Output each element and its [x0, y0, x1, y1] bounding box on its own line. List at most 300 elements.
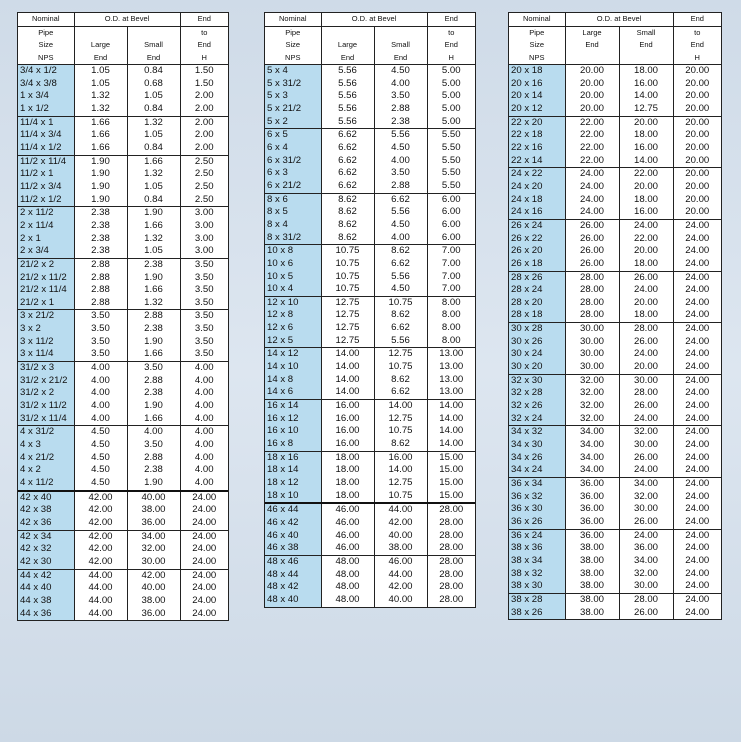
end-to-end-cell: 2.00 — [194, 102, 214, 114]
od-large-cell: 42.00 — [74, 491, 127, 505]
od-small-cell: 3.50 — [374, 167, 427, 180]
table-row — [18, 387, 228, 400]
header-nominal: Nominal — [509, 13, 565, 26]
end-to-end-cell: 20.00 — [685, 141, 710, 153]
od-large-cell: 4.50 — [74, 426, 127, 439]
od-small-cell: 2.88 — [127, 375, 180, 388]
od-large-cell: 1.66 — [74, 142, 127, 155]
od-large-cell: 10.75 — [321, 245, 374, 258]
od-small-cell: 34.00 — [619, 555, 673, 568]
header-size: Size — [509, 39, 565, 52]
end-to-end-cell: 15.00 — [439, 464, 464, 476]
end-to-end-cell: 20.00 — [685, 90, 710, 102]
table-row — [265, 425, 475, 438]
table-row — [18, 65, 228, 78]
end-to-end-cell: 3.50 — [194, 323, 214, 335]
table-row — [265, 232, 475, 245]
od-large-cell: 34.00 — [565, 464, 619, 477]
od-small-cell: 1.32 — [127, 297, 180, 310]
table-row — [509, 90, 721, 103]
od-small-cell: 14.00 — [374, 464, 427, 477]
od-small-cell: 32.00 — [619, 426, 673, 439]
nps-cell: 1 x 3/4 — [18, 90, 74, 103]
od-large-cell: 22.00 — [565, 142, 619, 155]
od-small-cell: 32.00 — [619, 491, 673, 504]
od-small-cell: 12.75 — [619, 103, 673, 116]
end-to-end-cell: 24.00 — [685, 412, 710, 424]
od-large-cell: 1.90 — [74, 168, 127, 181]
od-small-cell: 26.00 — [619, 516, 673, 529]
od-small-cell: 18.00 — [619, 65, 673, 78]
nps-cell: 24 x 22 — [509, 168, 565, 181]
od-small-cell: 14.00 — [619, 155, 673, 168]
end-to-end-cell: 6.00 — [441, 206, 461, 218]
nps-cell: 6 x 5 — [265, 129, 321, 142]
table-row — [18, 194, 228, 207]
end-to-end-cell: 20.00 — [685, 193, 710, 205]
end-to-end-cell: 28.00 — [439, 568, 464, 580]
header-small-end: End — [374, 52, 427, 65]
od-large-cell: 12.75 — [321, 335, 374, 348]
od-small-cell: 1.05 — [127, 245, 180, 258]
nps-cell: 1 x 1/2 — [18, 103, 74, 116]
table-row — [509, 516, 721, 529]
end-to-end-cell: 4.00 — [194, 387, 214, 399]
nps-cell: 4 x 21/2 — [18, 452, 74, 465]
od-large-cell: 42.00 — [74, 556, 127, 569]
table-row — [265, 296, 475, 309]
end-to-end-cell: 24.00 — [685, 387, 710, 399]
nps-cell: 11/4 x 1/2 — [18, 142, 74, 155]
nps-cell: 42 x 38 — [18, 504, 74, 517]
table-row — [509, 206, 721, 219]
od-small-cell: 24.00 — [619, 348, 673, 361]
od-large-cell: 22.00 — [565, 116, 619, 129]
od-small-cell: 1.66 — [127, 155, 180, 168]
table-row — [18, 608, 228, 621]
nps-cell: 28 x 26 — [509, 271, 565, 284]
od-small-cell: 26.00 — [619, 336, 673, 349]
end-to-end-cell: 5.00 — [441, 115, 461, 127]
header-nps: NPS — [18, 52, 74, 65]
nps-cell: 42 x 34 — [18, 530, 74, 543]
od-small-cell: 4.00 — [374, 155, 427, 168]
table-row — [509, 529, 721, 542]
table-row — [265, 167, 475, 180]
table-row — [509, 129, 721, 142]
od-small-cell: 18.00 — [619, 129, 673, 142]
table-row — [509, 439, 721, 452]
od-small-cell: 12.75 — [374, 348, 427, 361]
od-small-cell: 1.90 — [127, 400, 180, 413]
nps-cell: 2 x 11/4 — [18, 220, 74, 233]
header-pipe: Pipe — [265, 26, 321, 39]
end-to-end-cell: 6.00 — [427, 193, 475, 206]
table-row — [18, 207, 228, 220]
od-small-cell: 30.00 — [619, 439, 673, 452]
od-large-cell: 18.00 — [321, 451, 374, 464]
od-small-cell: 22.00 — [619, 168, 673, 181]
od-large-cell: 42.00 — [74, 504, 127, 517]
end-to-end-cell: 2.50 — [194, 193, 214, 205]
od-large-cell: 2.38 — [74, 220, 127, 233]
nps-cell: 38 x 28 — [509, 593, 565, 606]
od-large-cell: 4.00 — [74, 400, 127, 413]
table-row — [18, 543, 228, 556]
table-row — [509, 155, 721, 168]
nps-cell: 46 x 38 — [265, 542, 321, 555]
od-small-cell: 1.90 — [127, 272, 180, 285]
od-large-cell: 46.00 — [321, 503, 374, 517]
od-small-cell: 22.00 — [619, 233, 673, 246]
table-row — [18, 155, 228, 168]
nps-cell: 14 x 12 — [265, 348, 321, 361]
od-small-cell: 2.88 — [127, 452, 180, 465]
od-large-cell: 8.62 — [321, 193, 374, 206]
od-large-cell: 26.00 — [565, 245, 619, 258]
end-to-end-cell: 24.00 — [673, 478, 721, 491]
od-large-cell: 28.00 — [565, 271, 619, 284]
table-row — [509, 607, 721, 620]
table-row — [509, 542, 721, 555]
table-row — [265, 142, 475, 155]
end-to-end-cell: 20.00 — [685, 154, 710, 166]
od-large-cell: 1.05 — [74, 78, 127, 91]
end-to-end-cell: 24.00 — [192, 543, 217, 555]
table-body — [509, 65, 721, 620]
header-large-end: End — [321, 52, 374, 65]
table-row — [265, 569, 475, 582]
table-body — [265, 65, 475, 607]
table-row — [18, 530, 228, 543]
od-small-cell: 40.00 — [127, 491, 180, 505]
od-small-cell: 20.00 — [619, 116, 673, 129]
od-small-cell: 4.50 — [374, 65, 427, 78]
nps-cell: 11/4 x 3/4 — [18, 129, 74, 142]
od-large-cell: 20.00 — [565, 90, 619, 103]
table-row — [509, 568, 721, 581]
nps-cell: 31/2 x 11/4 — [18, 413, 74, 426]
end-to-end-cell: 3.50 — [194, 296, 214, 308]
table-row — [265, 451, 475, 464]
reducer-table-2 — [264, 12, 476, 608]
od-large-cell: 42.00 — [74, 530, 127, 543]
nps-cell: 26 x 24 — [509, 219, 565, 232]
end-to-end-cell: 3.50 — [180, 258, 228, 271]
end-to-end-cell: 24.00 — [180, 491, 228, 505]
od-large-cell: 34.00 — [565, 452, 619, 465]
od-small-cell: 4.50 — [374, 142, 427, 155]
dimension-table — [18, 13, 228, 620]
nps-cell: 46 x 44 — [265, 503, 321, 517]
table-row — [18, 400, 228, 413]
od-large-cell: 1.90 — [74, 194, 127, 207]
nps-cell: 6 x 4 — [265, 142, 321, 155]
od-large-cell: 44.00 — [74, 595, 127, 608]
table-row — [509, 452, 721, 465]
table-body — [18, 65, 228, 621]
header-size: Size — [18, 39, 74, 52]
nps-cell: 3 x 11/4 — [18, 348, 74, 361]
od-small-cell: 2.88 — [374, 180, 427, 193]
end-to-end-cell: 24.00 — [192, 504, 217, 516]
end-to-end-cell: 20.00 — [685, 206, 710, 218]
table-row — [18, 426, 228, 439]
end-to-end-cell: 24.00 — [192, 516, 217, 528]
od-large-cell: 6.62 — [321, 142, 374, 155]
end-to-end-cell: 24.00 — [685, 515, 710, 527]
header-od-at-bevel: O.D. at Bevel — [321, 13, 427, 26]
od-large-cell: 6.62 — [321, 155, 374, 168]
nps-cell: 44 x 38 — [18, 595, 74, 608]
end-to-end-cell: 1.50 — [194, 65, 214, 76]
table-row — [265, 477, 475, 490]
end-to-end-cell: 24.00 — [685, 296, 710, 308]
od-small-cell: 1.32 — [127, 116, 180, 129]
end-to-end-cell: 24.00 — [192, 555, 217, 567]
od-large-cell: 2.88 — [74, 297, 127, 310]
end-to-end-cell: 3.00 — [194, 232, 214, 244]
table-row — [265, 335, 475, 348]
nps-cell: 6 x 31/2 — [265, 155, 321, 168]
od-small-cell: 32.00 — [619, 568, 673, 581]
od-small-cell: 1.90 — [127, 207, 180, 220]
nps-cell: 2 x 1 — [18, 233, 74, 246]
table-row — [18, 362, 228, 375]
end-to-end-cell: 5.50 — [441, 179, 461, 191]
header-end: End — [427, 13, 475, 26]
end-to-end-cell: 20.00 — [673, 168, 721, 181]
od-large-cell: 6.62 — [321, 180, 374, 193]
od-large-cell: 3.50 — [74, 310, 127, 323]
table-row — [18, 233, 228, 246]
nps-cell: 10 x 5 — [265, 271, 321, 284]
od-small-cell: 8.62 — [374, 438, 427, 451]
table-row — [18, 103, 228, 116]
end-to-end-cell: 7.00 — [427, 245, 475, 258]
od-large-cell: 5.56 — [321, 78, 374, 91]
table-row — [18, 504, 228, 517]
table-row — [18, 595, 228, 608]
table-row — [265, 245, 475, 258]
end-to-end-cell: 13.00 — [439, 361, 464, 373]
nps-cell: 5 x 31/2 — [265, 78, 321, 91]
table-row — [265, 374, 475, 387]
table-row — [509, 555, 721, 568]
od-large-cell: 30.00 — [565, 336, 619, 349]
end-to-end-cell: 7.00 — [441, 270, 461, 282]
table-row — [509, 491, 721, 504]
end-to-end-cell: 4.00 — [194, 464, 214, 476]
od-large-cell: 32.00 — [565, 413, 619, 426]
table-row — [265, 413, 475, 426]
table-row — [509, 65, 721, 78]
end-to-end-cell: 5.50 — [441, 154, 461, 166]
end-to-end-cell: 7.00 — [441, 283, 461, 295]
od-large-cell: 14.00 — [321, 374, 374, 387]
table-row — [18, 90, 228, 103]
od-small-cell: 20.00 — [619, 297, 673, 310]
end-to-end-cell: 28.00 — [439, 593, 464, 605]
table-row — [265, 555, 475, 568]
nps-cell: 8 x 4 — [265, 219, 321, 232]
end-to-end-cell: 24.00 — [673, 374, 721, 387]
od-small-cell: 42.00 — [127, 569, 180, 582]
table-row — [265, 503, 475, 517]
od-small-cell: 20.00 — [619, 181, 673, 194]
od-small-cell: 6.62 — [374, 386, 427, 399]
end-to-end-cell: 5.00 — [441, 102, 461, 114]
nps-cell: 42 x 30 — [18, 556, 74, 569]
od-small-cell: 40.00 — [127, 582, 180, 595]
end-to-end-cell: 24.00 — [685, 335, 710, 347]
table-row — [18, 582, 228, 595]
table-row — [18, 491, 228, 505]
od-small-cell: 1.66 — [127, 348, 180, 361]
header-small-end: End — [127, 52, 180, 65]
nps-cell: 34 x 30 — [509, 439, 565, 452]
nps-cell: 5 x 2 — [265, 116, 321, 129]
nps-cell: 6 x 3 — [265, 167, 321, 180]
nps-cell: 26 x 18 — [509, 258, 565, 271]
header-small: Small — [374, 39, 427, 52]
od-small-cell: 6.62 — [374, 258, 427, 271]
table-row — [509, 387, 721, 400]
od-large-cell: 36.00 — [565, 516, 619, 529]
header-od-at-bevel: O.D. at Bevel — [74, 13, 180, 26]
od-large-cell: 46.00 — [321, 530, 374, 543]
end-to-end-cell: 28.00 — [427, 555, 475, 568]
end-to-end-cell: 5.50 — [441, 167, 461, 179]
od-small-cell: 42.00 — [374, 581, 427, 594]
nps-cell: 11/2 x 11/4 — [18, 155, 74, 168]
od-small-cell: 28.00 — [619, 593, 673, 606]
nps-cell: 38 x 34 — [509, 555, 565, 568]
nps-cell: 10 x 4 — [265, 283, 321, 296]
table-row — [18, 477, 228, 491]
nps-cell: 36 x 30 — [509, 503, 565, 516]
od-small-cell: 24.00 — [619, 529, 673, 542]
od-small-cell: 0.84 — [127, 142, 180, 155]
nps-cell: 44 x 42 — [18, 569, 74, 582]
od-small-cell: 28.00 — [619, 323, 673, 336]
end-to-end-cell: 5.00 — [441, 90, 461, 102]
table-row — [509, 593, 721, 606]
header-h: H — [427, 52, 475, 65]
end-to-end-cell: 7.00 — [441, 257, 461, 269]
od-large-cell: 38.00 — [565, 542, 619, 555]
nps-cell: 16 x 8 — [265, 438, 321, 451]
table-row — [509, 361, 721, 374]
end-to-end-cell: 8.00 — [427, 296, 475, 309]
table-row — [265, 542, 475, 555]
header-end: End — [673, 13, 721, 26]
end-to-end-cell: 24.00 — [685, 554, 710, 566]
table-row — [265, 78, 475, 91]
end-to-end-cell: 20.00 — [685, 180, 710, 192]
od-small-cell: 14.00 — [619, 90, 673, 103]
nps-cell: 42 x 36 — [18, 517, 74, 530]
nps-cell: 36 x 24 — [509, 529, 565, 542]
table-row — [509, 103, 721, 116]
od-small-cell: 30.00 — [619, 374, 673, 387]
od-large-cell: 30.00 — [565, 323, 619, 336]
end-to-end-cell: 15.00 — [427, 451, 475, 464]
end-to-end-cell: 20.00 — [685, 102, 710, 114]
header-pipe: Pipe — [509, 26, 565, 39]
od-large-cell: 4.50 — [74, 452, 127, 465]
end-to-end-cell: 3.50 — [180, 310, 228, 323]
od-small-cell: 38.00 — [374, 542, 427, 555]
od-large-cell: 1.05 — [74, 65, 127, 78]
end-to-end-cell: 24.00 — [685, 464, 710, 476]
od-large-cell: 18.00 — [321, 477, 374, 490]
od-small-cell: 5.56 — [374, 129, 427, 142]
header-large: Large — [74, 39, 127, 52]
nps-cell: 8 x 6 — [265, 193, 321, 206]
od-small-cell: 4.50 — [374, 219, 427, 232]
header-small: Small — [127, 39, 180, 52]
end-to-end-cell: 3.50 — [194, 271, 214, 283]
od-small-cell: 1.66 — [127, 413, 180, 426]
end-to-end-cell: 5.50 — [427, 129, 475, 142]
nps-cell: 3 x 2 — [18, 323, 74, 336]
od-small-cell: 20.00 — [619, 245, 673, 258]
nps-cell: 28 x 24 — [509, 284, 565, 297]
end-to-end-cell: 24.00 — [685, 400, 710, 412]
nps-cell: 22 x 16 — [509, 142, 565, 155]
od-small-cell: 8.62 — [374, 309, 427, 322]
end-to-end-cell: 2.00 — [194, 90, 214, 102]
end-to-end-cell: 24.00 — [685, 503, 710, 515]
nps-cell: 12 x 5 — [265, 335, 321, 348]
nps-cell: 38 x 36 — [509, 542, 565, 555]
table-row — [509, 323, 721, 336]
od-small-cell: 3.50 — [127, 439, 180, 452]
od-small-cell: 3.50 — [127, 362, 180, 375]
nps-cell: 20 x 14 — [509, 90, 565, 103]
od-large-cell: 4.00 — [74, 387, 127, 400]
od-large-cell: 4.50 — [74, 477, 127, 491]
end-to-end-cell: 24.00 — [685, 309, 710, 321]
od-small-cell: 40.00 — [374, 530, 427, 543]
od-small-cell: 26.00 — [619, 271, 673, 284]
nps-cell: 3 x 11/2 — [18, 336, 74, 349]
od-small-cell: 1.90 — [127, 477, 180, 491]
table-row — [265, 322, 475, 335]
table-row — [265, 283, 475, 296]
table-row — [509, 336, 721, 349]
nps-cell: 8 x 5 — [265, 206, 321, 219]
end-to-end-cell: 24.00 — [673, 529, 721, 542]
table-row — [265, 594, 475, 607]
nps-cell: 14 x 6 — [265, 386, 321, 399]
nps-cell: 14 x 8 — [265, 374, 321, 387]
od-large-cell: 2.88 — [74, 284, 127, 297]
end-to-end-cell: 24.00 — [192, 582, 217, 594]
od-small-cell: 40.00 — [374, 594, 427, 607]
end-to-end-cell: 20.00 — [685, 129, 710, 141]
od-large-cell: 18.00 — [321, 490, 374, 504]
table-row — [509, 116, 721, 129]
nps-cell: 38 x 30 — [509, 580, 565, 593]
end-to-end-cell: 24.00 — [685, 439, 710, 451]
table-row — [265, 219, 475, 232]
od-large-cell: 5.56 — [321, 65, 374, 78]
header-to: to — [448, 27, 455, 37]
od-large-cell: 36.00 — [565, 529, 619, 542]
od-large-cell: 30.00 — [565, 361, 619, 374]
